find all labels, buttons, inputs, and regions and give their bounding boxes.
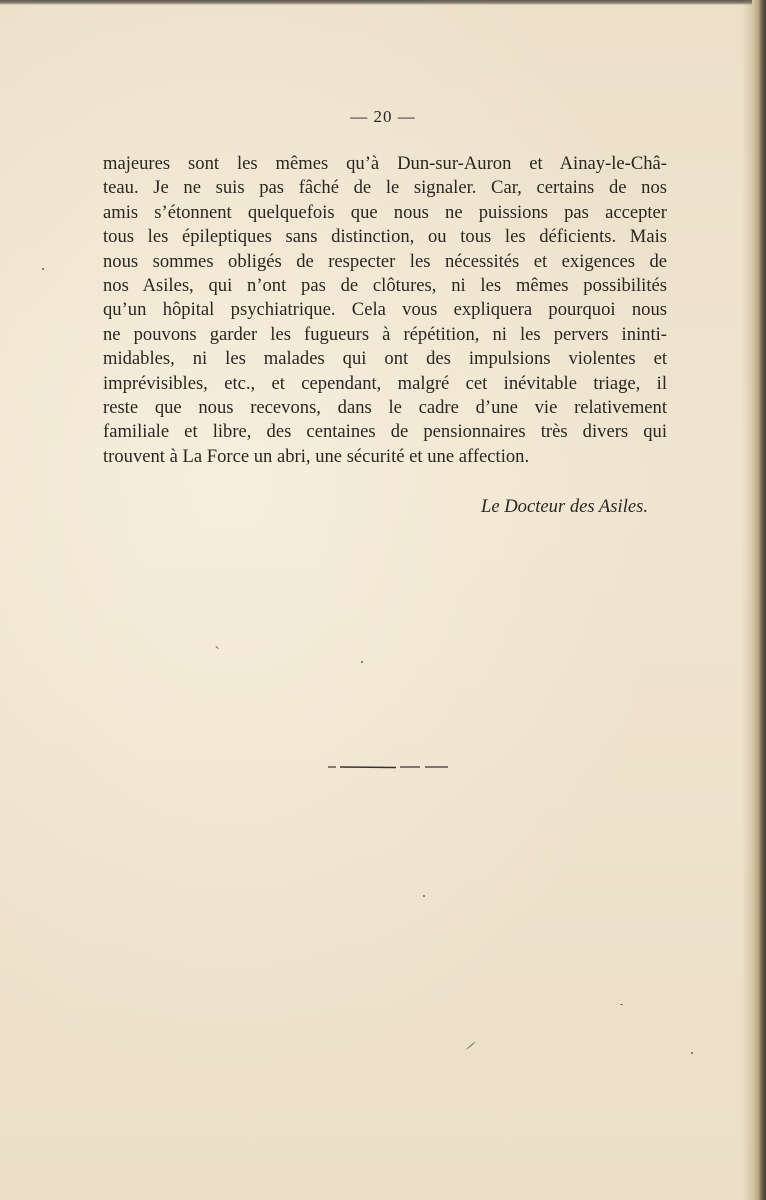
text-line: tous les épileptiques sans distinction, ou tous les déficients. Mais [103, 226, 667, 248]
signature: Le Docteur des Asiles. [481, 496, 648, 517]
page-top-edge [0, 0, 752, 5]
text-line: reste que nous recevons, dans le cadre d’une vie relativement [103, 397, 667, 419]
section-end-ornament [328, 764, 448, 770]
text-line: qu’un hôpital psychiatrique. Cela vous expliquera pourquoi nous [103, 299, 667, 321]
page-number: — 20 — [350, 107, 416, 126]
text-line: midables, ni les malades qui ont des impulsions violentes et [103, 348, 667, 370]
text-line: imprévisibles, etc., et cependant, malgré cet inévitable triage, il [103, 372, 667, 394]
text-line: majeures sont les mêmes qu’à Dun-sur-Auron et Ainay-le-Châ- [103, 153, 667, 174]
binding-shadow [742, 0, 752, 1200]
paper-speck [691, 1052, 693, 1054]
paper-speck [361, 661, 363, 663]
text-line: nos Asiles, qui n’ont pas de clôtures, ni les mêmes possibilités [103, 275, 667, 297]
text-line: amis s’étonnent quelquefois que nous ne puissions pas accepter [103, 201, 667, 223]
paper-speck [423, 895, 425, 897]
paper-speck [42, 268, 44, 270]
paper-speck [620, 1004, 623, 1005]
text-line: nous sommes obligés de respecter les nécessités et exigences de [103, 250, 667, 272]
paper-speck [215, 646, 219, 649]
paper-speck [466, 1041, 476, 1049]
text-line: familiale et libre, des centaines de pensionnaires très divers qui [103, 421, 667, 443]
text-line: trouvent à La Force un abri, une sécurité et une affection. [103, 445, 530, 467]
page-right-edge [752, 0, 766, 1200]
text-line: teau. Je ne suis pas fâché de le signaler. Car, certains de nos [103, 177, 667, 199]
text-line: ne pouvons garder les fugueurs à répétition, ni les pervers ininti- [103, 323, 667, 345]
body-paragraph [103, 152, 667, 469]
